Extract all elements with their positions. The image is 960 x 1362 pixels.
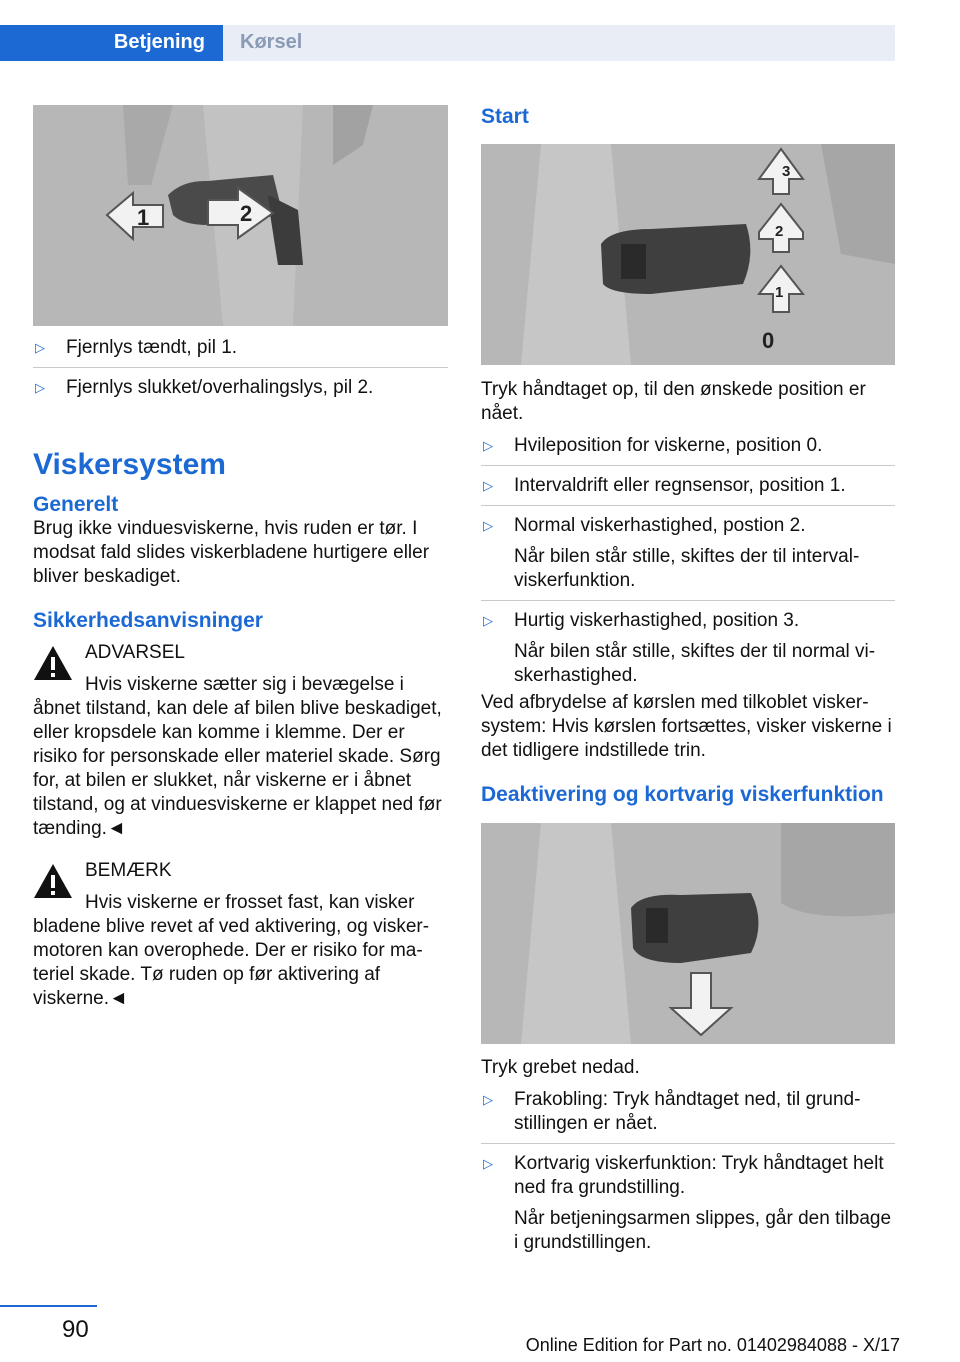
figure1-label-1: 1	[137, 205, 150, 230]
triangle-bullet-icon: ▷	[483, 518, 493, 533]
figure1-label-2: 2	[240, 201, 253, 226]
figure2-label-1: 1	[775, 284, 784, 301]
deactivation-list	[481, 1088, 895, 1262]
warning-block-advarsel	[33, 641, 448, 841]
footer-rule	[0, 1305, 97, 1307]
triangle-bullet-icon: ▷	[483, 1156, 493, 1171]
heading-generelt: Generelt	[33, 493, 119, 516]
warning-triangle-icon	[33, 863, 73, 899]
left-column	[33, 105, 448, 1011]
start-text: Tryk håndtaget op, til den ønskede position er nået.	[481, 379, 866, 424]
warning-label: ADVARSEL	[85, 642, 185, 663]
warning-text: åbnet tilstand, kan dele af bilen blive beskadiget, eller kropsdele kan komme i klemme. Der er risiko for personskade eller materiel skade. Sørg for, at bilen er slukket, når viskerne er i åbnet tilstand, og at vinduesviskerne er klappet ned før tænding.◄	[33, 698, 442, 839]
figure2-label-2: 2	[775, 223, 784, 240]
warning-text: bladene blive revet af ved aktivering, og viskermotoren kan overophede. Der er risiko for materiel skade. Tø ruden op før aktivering af viskerne.◄	[33, 916, 430, 1009]
heading-sikkerhed: Sikkerhedsanvisninger	[33, 609, 263, 632]
heading-start: Start	[481, 105, 529, 128]
warning-triangle-icon	[33, 645, 73, 681]
triangle-bullet-icon: ▷	[35, 380, 45, 395]
deakt-text: Tryk grebet nedad.	[481, 1057, 640, 1078]
after-list-text: Ved afbrydelse af kørslen med tilkoblet viskersystem: Hvis kørslen fortsættes, visker viskerne i det tidligere indstillede trin.	[481, 692, 892, 761]
warning-label: BEMÆRK	[85, 860, 172, 881]
wiper-position-list	[481, 434, 895, 688]
warning-lead: Hvis viskerne er frosset fast, kan visker	[85, 892, 415, 913]
figure2-label-3: 3	[782, 163, 791, 180]
triangle-bullet-icon: ▷	[483, 438, 493, 453]
list-item: ▷ Fjernlys tændt, pil 1.	[33, 336, 448, 368]
triangle-bullet-icon: ▷	[483, 478, 493, 493]
list-item: ▷ Hvileposition for viskerne, position 0.	[481, 434, 895, 466]
figure2-label-0: 0	[762, 328, 775, 353]
page-number: 90	[62, 1316, 89, 1343]
list-item: ▷ Kortvarig viskerfunktion: Tryk håndtaget helt ned fra grundstilling. Når betjeningsarmen slippes, går den tilbage i grundstillingen.	[483, 1153, 892, 1253]
edition-text: Online Edition for Part no. 01402984088 - X/17	[525, 1335, 900, 1355]
triangle-bullet-icon: ▷	[35, 340, 45, 355]
high-beam-list	[33, 336, 448, 407]
warning-lead: Hvis viskerne sætter sig i bevægelse i	[85, 674, 404, 695]
figure-wiper-lever-up	[481, 144, 895, 365]
list-item: ▷ Intervaldrift eller regnsensor, position 1.	[481, 474, 895, 506]
tab-betjening[interactable]: Betjening	[0, 25, 223, 61]
list-item: ▷ Fjernlys slukket/overhalingslys, pil 2.	[35, 377, 374, 398]
warning-block-bemaerk	[33, 859, 448, 1011]
page-header	[0, 25, 895, 61]
list-item: ▷ Normal viskerhastighed, postion 2. Når bilen står stille, skiftes der til intervalviskerfunktion.	[481, 514, 895, 601]
figure-high-beam-lever	[33, 105, 448, 326]
list-item: ▷ Hurtig viskerhastighed, position 3. Når bilen står stille, skiftes der til normal viskerhastighed.	[483, 610, 876, 686]
generelt-text: Brug ikke vinduesviskerne, hvis ruden er tør. I modsat fald slides viskerbladene hurtigere eller bliver beskadiget.	[33, 518, 430, 587]
section-title: Viskersystem	[33, 448, 226, 481]
triangle-bullet-icon: ▷	[483, 1092, 493, 1107]
figure-wiper-lever-down	[481, 823, 895, 1044]
triangle-bullet-icon: ▷	[483, 613, 493, 628]
right-column	[481, 100, 895, 1270]
tab-korsel[interactable]: Kørsel	[223, 25, 895, 61]
heading-deaktivering: Deaktivering og kortvarig viskerfunktion	[481, 783, 884, 806]
list-item: ▷ Frakobling: Tryk håndtaget ned, til grundstillingen er nået.	[481, 1088, 895, 1144]
